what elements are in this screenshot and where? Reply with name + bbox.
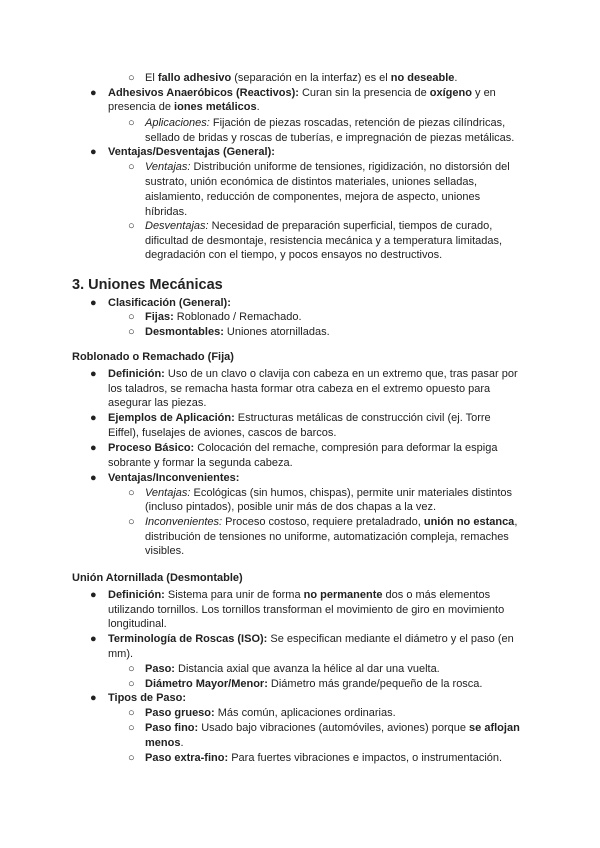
circle-bullet: ○ bbox=[128, 487, 135, 499]
section-heading: 3. Uniones Mecánicas bbox=[72, 277, 223, 293]
desventajas-item-cont: dificultad de desmontaje, resistencia mecánica y a temperatura limitadas, bbox=[145, 235, 503, 247]
disc-bullet: ● bbox=[90, 146, 97, 158]
definicion-item-cont: asegurar las piezas. bbox=[108, 397, 207, 409]
inconvenientes-item-cont: distribución de tensiones no uniforme, automatización compleja, remaches bbox=[145, 531, 509, 543]
circle-bullet: ○ bbox=[128, 516, 135, 528]
ejemplos-item: Ejemplos de Aplicación: Estructuras metálicas de construcción civil (ej. Torre bbox=[108, 412, 491, 424]
desventajas-item-cont: degradación con el tiempo, y pocos ensayos no destructivos. bbox=[145, 249, 443, 261]
definicion-item-cont: los taladros, se remacha hasta formar otra cabeza en el extremo opuesto para bbox=[108, 383, 491, 395]
circle-bullet: ○ bbox=[128, 220, 135, 232]
circle-bullet: ○ bbox=[128, 311, 135, 323]
disc-bullet: ● bbox=[90, 633, 97, 645]
disc-bullet: ● bbox=[90, 297, 97, 309]
aplicaciones-item: Aplicaciones: Fijación de piezas roscadas, retención de piezas cilíndricas, bbox=[145, 117, 506, 129]
anaerobicos-item-cont: presencia de iones metálicos. bbox=[108, 101, 260, 113]
tipos-paso-title: Tipos de Paso: bbox=[108, 692, 187, 704]
clasificacion-title: Clasificación (General): bbox=[108, 297, 231, 309]
ejemplos-item-cont: Eiffel), fuselajes de aviones, cascos de barcos. bbox=[108, 427, 337, 439]
ventajas-item: Ventajas: Ecológicas (sin humos, chispas), permite unir materiales distintos bbox=[145, 487, 513, 499]
circle-bullet: ○ bbox=[128, 117, 135, 129]
ventajas-general-title: Ventajas/Desventajas (General): bbox=[108, 146, 275, 158]
ventajas-inconv-title: Ventajas/Inconvenientes: bbox=[108, 472, 240, 484]
circle-bullet: ○ bbox=[128, 663, 135, 675]
inconvenientes-item-cont: visibles. bbox=[145, 545, 185, 557]
ventajas-item: Ventajas: Distribución uniforme de tensiones, rigidización, no distorsión del bbox=[145, 161, 510, 173]
disc-bullet: ● bbox=[90, 472, 97, 484]
desventajas-item: Desventajas: Necesidad de preparación superficial, tiempos de curado, bbox=[145, 220, 493, 232]
inconvenientes-item: Inconvenientes: Proceso costoso, requiere pretaladrado, unión no estanca, bbox=[145, 516, 518, 528]
circle-bullet: ○ bbox=[128, 722, 135, 734]
ventajas-item-cont: híbridas. bbox=[145, 206, 188, 218]
terminologia-item-cont: mm). bbox=[108, 648, 134, 660]
diametro-item: Diámetro Mayor/Menor: Diámetro más grande/pequeño de la rosca. bbox=[145, 678, 483, 690]
circle-bullet: ○ bbox=[128, 161, 135, 173]
disc-bullet: ● bbox=[90, 87, 97, 99]
fallo-adhesivo-item: El fallo adhesivo (separación en la interfaz) es el no deseable. bbox=[145, 72, 458, 84]
subsection-heading: Unión Atornillada (Desmontable) bbox=[72, 572, 243, 584]
paso-item: Paso: Distancia axial que avanza la hélice al dar una vuelta. bbox=[145, 663, 440, 675]
paso-extra-fino-item: Paso extra-fino: Para fuertes vibraciones e impactos, o instrumentación. bbox=[145, 752, 503, 764]
fijas-item: Fijas: Roblonado / Remachado. bbox=[145, 311, 302, 323]
anaerobicos-item: Adhesivos Anaeróbicos (Reactivos): Curan sin la presencia de oxígeno y en bbox=[108, 87, 496, 99]
disc-bullet: ● bbox=[90, 368, 97, 380]
ventajas-item-cont: aislamiento, reducción de componentes, mejora de aspecto, uniones bbox=[145, 191, 481, 203]
paso-grueso-item: Paso grueso: Más común, aplicaciones ordinarias. bbox=[145, 707, 396, 719]
circle-bullet: ○ bbox=[128, 752, 135, 764]
ventajas-item-cont: sustrato, unión económica de distintos materiales, uniones selladas, bbox=[145, 176, 478, 188]
disc-bullet: ● bbox=[90, 412, 97, 424]
desmontables-item: Desmontables: Uniones atornilladas. bbox=[145, 326, 330, 338]
terminologia-item: Terminología de Roscas (ISO): Se especifican mediante el diámetro y el paso (en bbox=[108, 633, 514, 645]
definicion-item-cont: longitudinal. bbox=[108, 618, 167, 630]
circle-bullet: ○ bbox=[128, 707, 135, 719]
proceso-item: Proceso Básico: Colocación del remache, compresión para deformar la espiga bbox=[108, 442, 498, 454]
circle-bullet: ○ bbox=[128, 326, 135, 338]
subsection-heading: Roblonado o Remachado (Fija) bbox=[72, 351, 234, 363]
definicion-item-cont: utilizando tornillos. Los tornillos transforman el movimiento de giro en movimiento bbox=[108, 604, 505, 616]
definicion-item: Definición: Uso de un clavo o clavija con cabeza en un extremo que, tras pasar por bbox=[108, 368, 518, 380]
disc-bullet: ● bbox=[90, 442, 97, 454]
disc-bullet: ● bbox=[90, 589, 97, 601]
circle-bullet: ○ bbox=[128, 678, 135, 690]
paso-fino-item-cont: menos. bbox=[145, 737, 184, 749]
disc-bullet: ● bbox=[90, 692, 97, 704]
ventajas-item-cont: (incluso pintados), posible unir más de dos chapas a la vez. bbox=[145, 501, 437, 513]
paso-fino-item: Paso fino: Usado bajo vibraciones (automóviles, aviones) porque se aflojan bbox=[145, 722, 520, 734]
circle-bullet: ○ bbox=[128, 72, 135, 84]
definicion-item: Definición: Sistema para unir de forma no permanente dos o más elementos bbox=[108, 589, 491, 601]
aplicaciones-item-cont: sellado de bridas y roscas de tuberías, e impregnación de piezas metálicas. bbox=[145, 132, 515, 144]
proceso-item-cont: sobrante y formar la segunda cabeza. bbox=[108, 457, 293, 469]
